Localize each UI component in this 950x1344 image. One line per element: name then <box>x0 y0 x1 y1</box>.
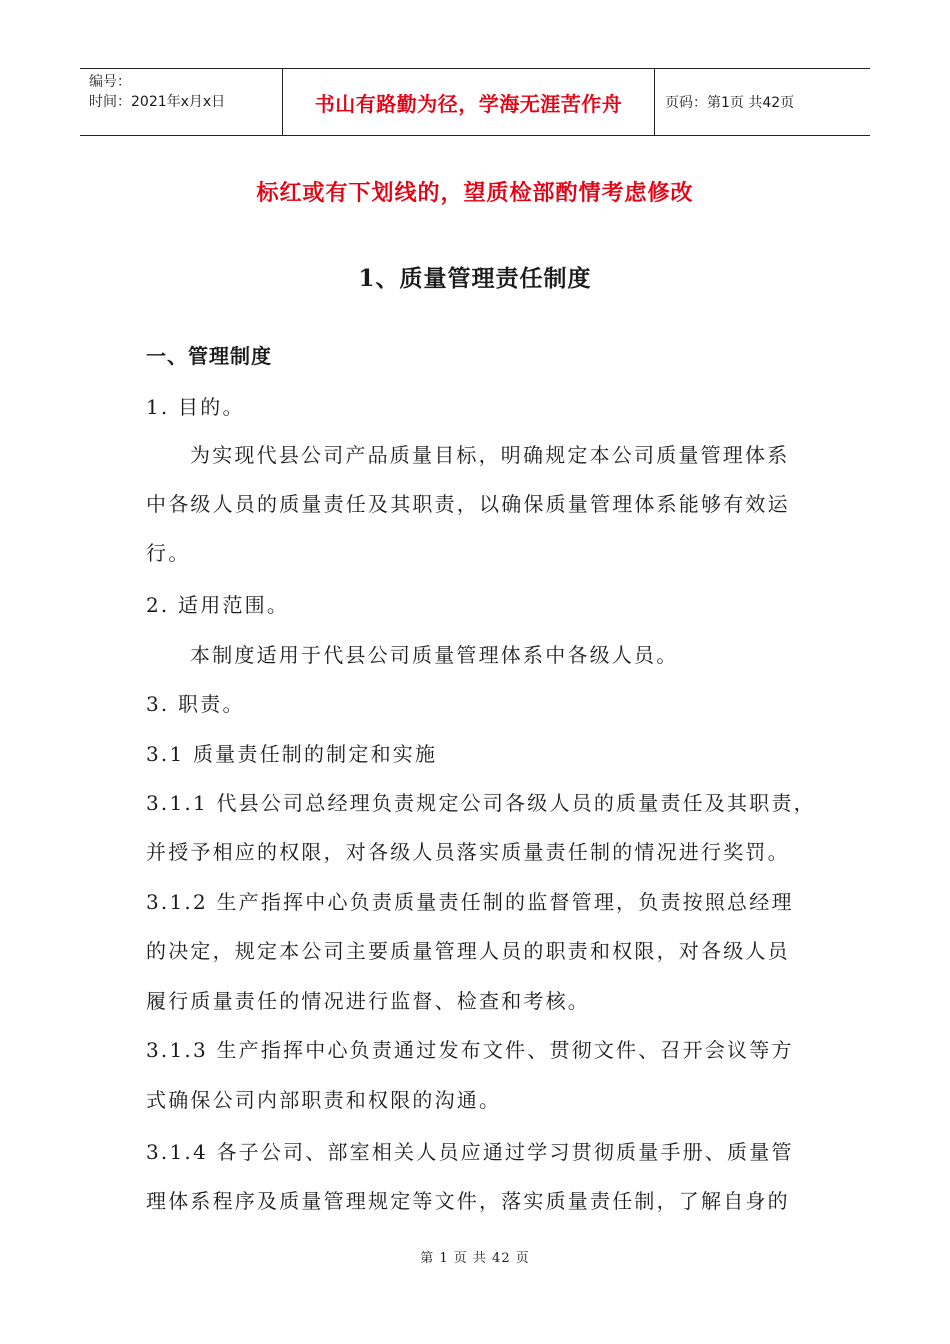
paragraph-line: 3.1.4 各子公司、部室相关人员应通过学习贯彻质量手册、质量管 <box>146 1140 794 1164</box>
page-footer: 第 1 页 共 42 页 <box>420 1251 530 1266</box>
paragraph-line: 1. 目的。 <box>146 395 245 419</box>
paragraph-line: 本制度适用于代县公司质量管理体系中各级人员。 <box>190 643 679 667</box>
paragraph-line: 3.1 质量责任制的制定和实施 <box>146 742 438 766</box>
header-meta-cell <box>80 69 283 135</box>
paragraph-line: 中各级人员的质量责任及其职责，以确保质量管理体系能够有效运 <box>146 492 790 516</box>
header-motto: 书山有路勤为径，学海无涯苦作舟 <box>283 69 655 135</box>
paragraph-line: 履行质量责任的情况进行监督、检查和考核。 <box>146 989 590 1013</box>
section-heading: 一、管理制度 <box>146 344 272 368</box>
revision-notice: 标红或有下划线的，望质检部酌情考虑修改 <box>256 181 694 206</box>
paragraph-line: 并授予相应的权限，对各级人员落实质量责任制的情况进行奖罚。 <box>146 840 790 864</box>
paragraph-line: 3.1.2 生产指挥中心负责质量责任制的监督管理，负责按照总经理 <box>146 890 794 914</box>
paragraph-line: 3.1.3 生产指挥中心负责通过发布文件、贯彻文件、召开会议等方 <box>146 1038 794 1062</box>
paragraph-line: 3. 职责。 <box>146 692 245 716</box>
document-number-label: 编号： <box>89 74 131 90</box>
paragraph-line: 理体系程序及质量管理规定等文件，落实质量责任制，了解自身的 <box>146 1189 790 1213</box>
paragraph-line: 3.1.1 代县公司总经理负责规定公司各级人员的质量责任及其职责， <box>146 791 816 815</box>
document-time-label: 时间：2021年x月x日 <box>89 94 226 110</box>
paragraph-line: 为实现代县公司产品质量目标，明确规定本公司质量管理体系 <box>190 443 790 467</box>
paragraph-line: 2. 适用范围。 <box>146 593 290 617</box>
document-header-table <box>80 68 870 136</box>
paragraph-line: 式确保公司内部职责和权限的沟通。 <box>146 1088 502 1112</box>
paragraph-line: 的决定，规定本公司主要质量管理人员的职责和权限，对各级人员 <box>146 939 790 963</box>
header-page-info: 页码：第1页 共42页 <box>665 95 795 111</box>
page-title: 1、质量管理责任制度 <box>358 265 592 292</box>
paragraph-line: 行。 <box>146 541 191 565</box>
